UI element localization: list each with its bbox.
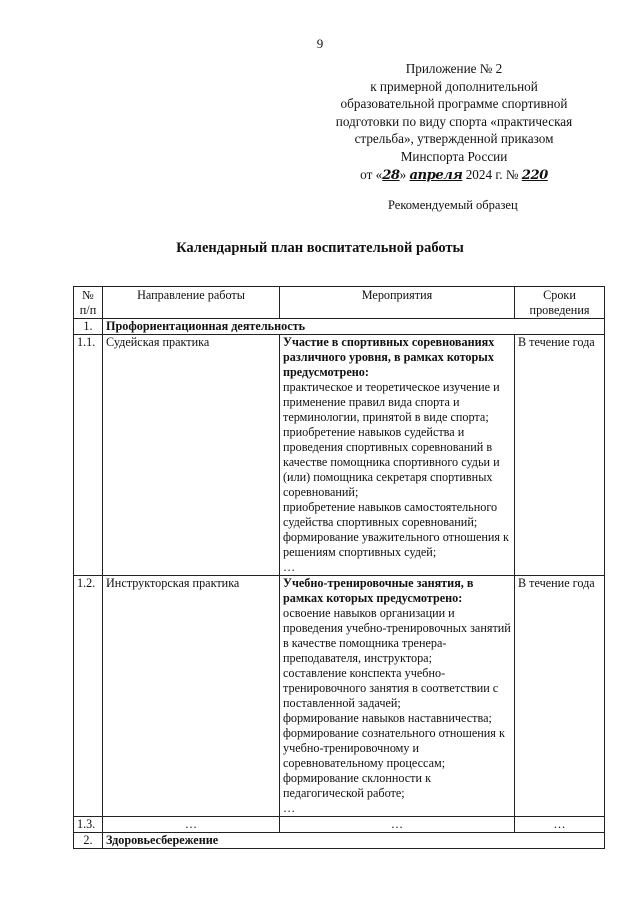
section-row [74,833,605,849]
page-number: 9 [316,36,324,51]
row-activities [280,335,515,576]
activity-item: практическое и теоретическое изучение и применение правил вида спорта и терминологии, принятой в виде спорта; [283,380,500,424]
appendix-line: Минспорта России [400,148,508,164]
order-year: 2024 г. № [462,166,522,182]
section-num: 1. [74,319,103,335]
row-direction: Инструкторская практика [103,576,280,817]
order-month: апреля [409,167,463,183]
table-row [74,335,605,576]
activity-item: … [283,560,296,574]
order-line [318,166,590,185]
recommended-sample: Рекомендуемый образец [388,198,518,212]
appendix-line: образовательной программе спортивной [340,96,568,112]
table-row [74,817,605,833]
order-day: 28 [382,167,400,183]
row-term: В течение года [515,335,605,576]
activity-item: формирование склонности к педагогической работе; [283,771,431,800]
section-num: 2. [74,833,103,849]
header-direction: Направление работы [103,287,280,319]
row-term: … [515,817,605,833]
row-num: 1.3. [74,817,103,833]
header-activities: Мероприятия [280,287,515,319]
order-number: 220 [521,167,548,183]
activity-lead: Участие в спортивных соревнованиях различного уровня, в рамках которых предусмотрено: [283,335,495,379]
row-num: 1.1. [74,335,103,576]
activity-item: приобретение навыков судейства и проведения спортивных соревнований в качестве помощника спортивного судьи и (или) помощника секретаря спортивных соревнований; [283,425,500,499]
order-prefix: от « [360,166,383,182]
section-row [74,319,605,335]
row-direction: Судейская практика [103,335,280,576]
activity-lead: Учебно-тренировочные занятия, в рамках которых предусмотрено: [283,576,474,605]
activity-item: освоение навыков организации и проведения учебно-тренировочных занятий в качестве помощника тренера-преподавателя, инструктора; [283,606,511,665]
appendix-line: Приложение № 2 [405,61,503,76]
order-mid: » [399,166,410,182]
header-row [74,287,605,319]
table-row [74,576,605,817]
header-num: № п/п [74,287,103,319]
plan-table [73,286,605,849]
activity-item: формирование сознательного отношения к учебно-тренировочному и соревновательному процессам; [283,726,505,770]
document-title: Календарный план воспитательной работы [176,240,464,256]
activity-item: составление конспекта учебно-тренировочного занятия в соответствии с поставленной задачей; [283,666,499,710]
activity-item: … [283,801,296,815]
row-num: 1.2. [74,576,103,817]
activity-item: приобретение навыков самостоятельного судейства спортивных соревнований; [283,500,498,529]
activity-item: формирование уважительного отношения к решениям спортивных судей; [283,530,509,559]
appendix-line: к примерной дополнительной [370,78,538,94]
activity-item: формирование навыков наставничества; [283,711,492,725]
appendix-block [318,60,590,184]
row-activities [280,576,515,817]
appendix-line: подготовки по виду спорта «практическая [335,113,573,129]
appendix-line: стрельба», утвержденной приказом [354,131,554,147]
header-terms: Сроки проведения [515,287,605,319]
row-term: В течение года [515,576,605,817]
row-direction: … [103,817,280,833]
section-title: Профориентационная деятельность [103,319,605,335]
section-title: Здоровьесбережение [103,833,605,849]
row-activities: … [280,817,515,833]
